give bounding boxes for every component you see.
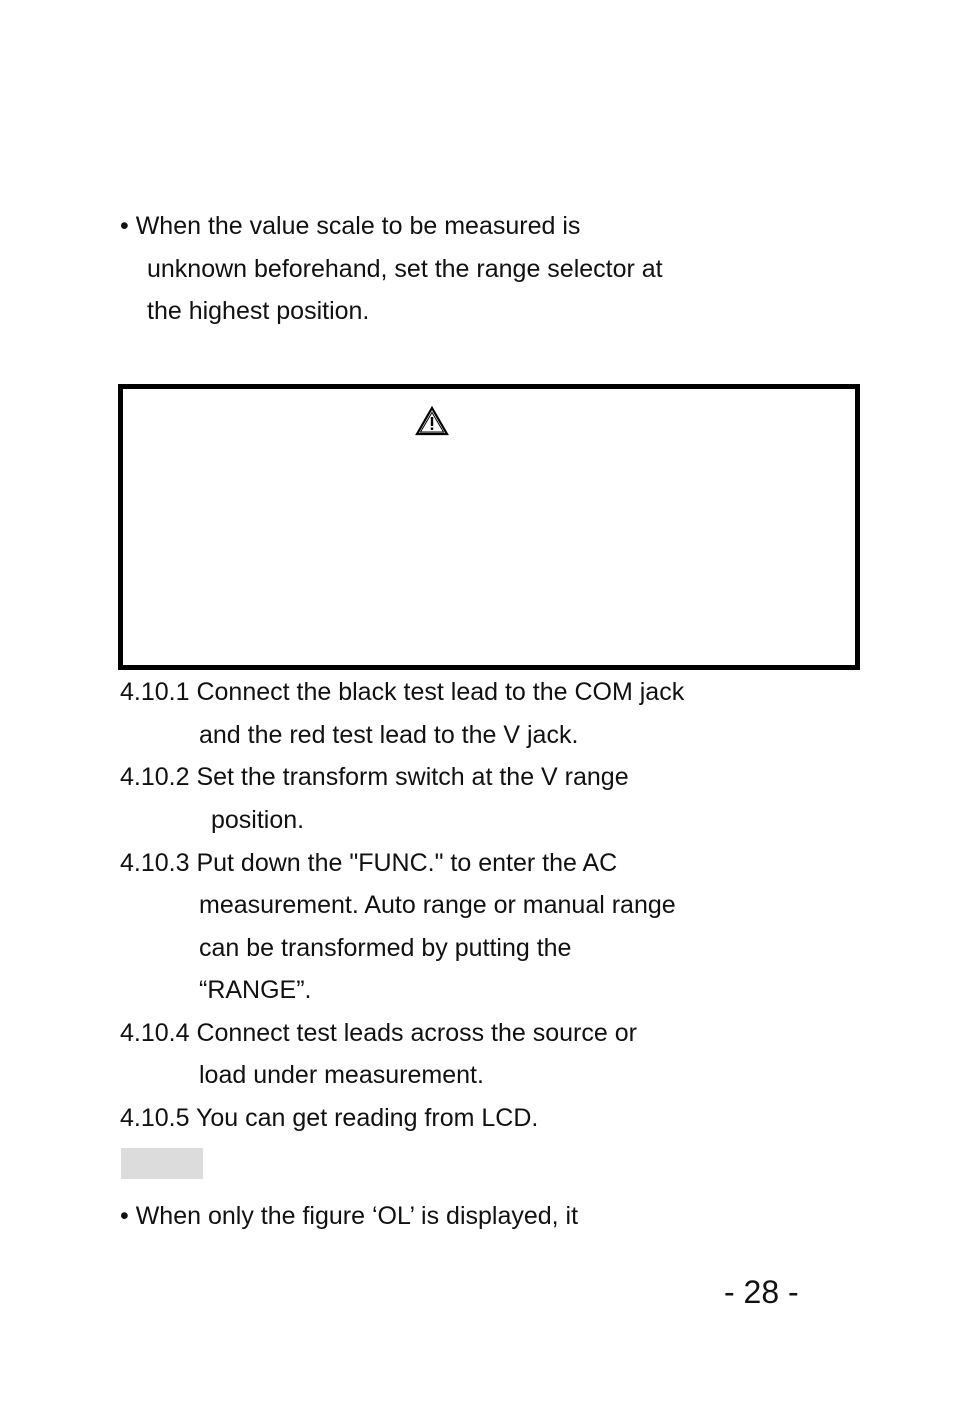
intro-bullet-line-1: • When the value scale to be measured is — [120, 212, 581, 240]
step-4-10-1-line-2: and the red test lead to the V jack. — [199, 721, 579, 749]
intro-bullet-line-2: unknown beforehand, set the range selector at — [147, 255, 663, 283]
step-4-10-1-line-1: 4.10.1 Connect the black test lead to the COM jack — [120, 678, 685, 706]
intro-bullet-line-3: the highest position. — [147, 297, 370, 325]
step-4-10-2-line-1: 4.10.2 Set the transform switch at the V range — [120, 763, 629, 791]
note-heading-bar — [121, 1148, 203, 1179]
note-bullet: • When only the figure ‘OL’ is displayed, it — [120, 1202, 579, 1230]
warning-box — [118, 384, 860, 670]
warning-triangle-icon — [415, 406, 449, 436]
step-4-10-2-line-2: position. — [211, 806, 305, 834]
page-number: - 28 - — [724, 1274, 799, 1310]
step-4-10-3-line-3: can be transformed by putting the — [199, 934, 572, 962]
step-4-10-3-line-2: measurement. Auto range or manual range — [199, 891, 676, 919]
step-4-10-5-line-1: 4.10.5 You can get reading from LCD. — [120, 1104, 539, 1132]
step-4-10-3-line-1: 4.10.3 Put down the "FUNC." to enter the AC — [120, 849, 618, 877]
step-4-10-4-line-2: load under measurement. — [199, 1061, 484, 1089]
step-4-10-3-line-4: “RANGE”. — [199, 976, 312, 1004]
step-4-10-4-line-1: 4.10.4 Connect test leads across the source or — [120, 1019, 637, 1047]
